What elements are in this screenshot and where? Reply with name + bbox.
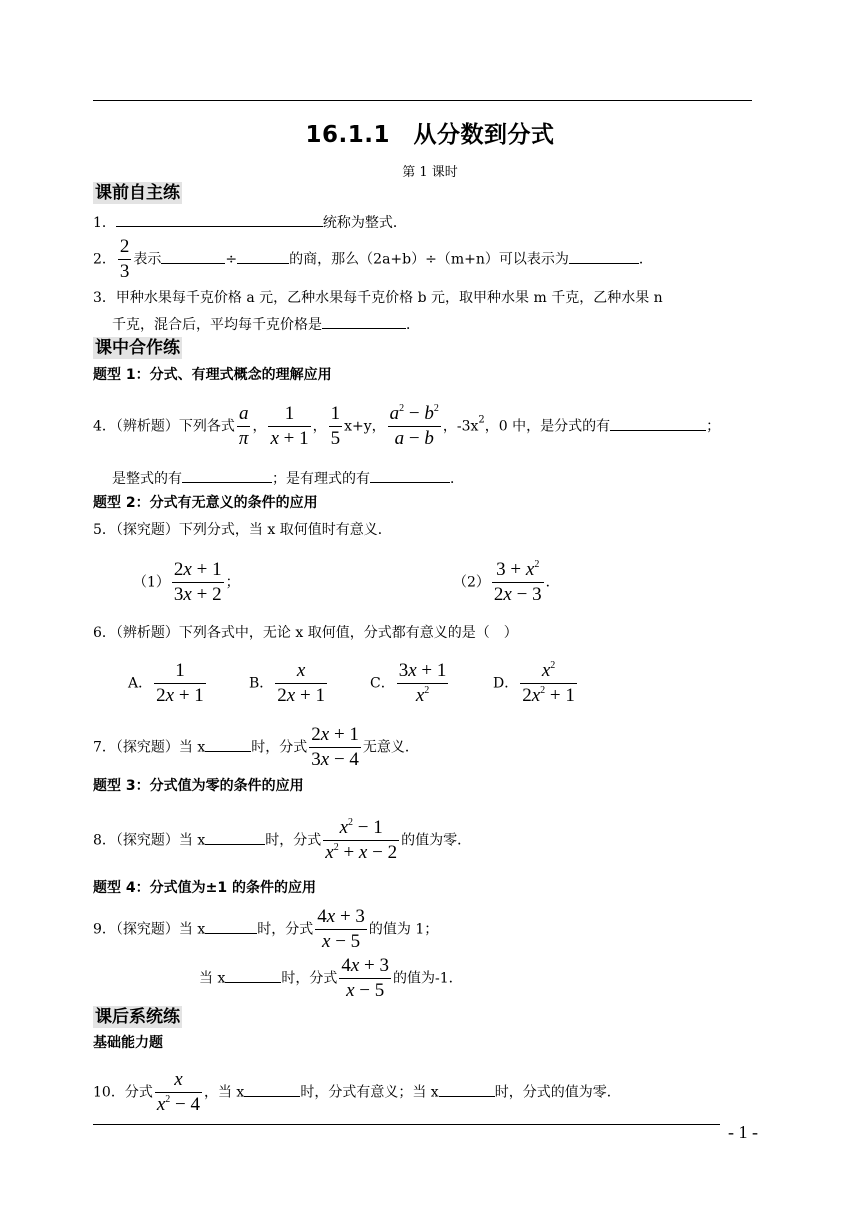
question-type-1: 题型 1：分式、有理式概念的理解应用: [93, 367, 332, 383]
question-text: ．: [638, 251, 653, 268]
question-text: 时，分式: [265, 832, 322, 849]
fraction: $\frac{x}{2x + 1}$: [277, 660, 325, 706]
option-b: [249, 660, 329, 707]
option-label: D．: [493, 675, 519, 692]
answer-blank: [205, 919, 257, 934]
fraction: $\frac{x^2}{2x^2 + 1}$: [522, 660, 575, 706]
question-text: 统称为整式．: [322, 215, 407, 231]
answer-blank: [244, 1082, 300, 1097]
fraction: $\frac{4x + 3}{x - 5}$: [341, 955, 390, 1001]
answer-blank: [205, 737, 251, 752]
option-label: A．: [128, 675, 153, 692]
question-text: 的值为-1．: [393, 970, 463, 987]
option-a: [128, 660, 208, 707]
question-text: 无意义．: [362, 739, 419, 756]
question-text: ，-3x: [442, 418, 479, 435]
question-type-4: 题型 4：分式值为±1 的条件的应用: [93, 880, 316, 896]
question-8: [93, 817, 471, 864]
question-type-3: 题型 3：分式值为零的条件的应用: [93, 778, 304, 794]
question-9-line-1: [93, 906, 438, 953]
question-text: ．: [450, 471, 464, 487]
question-text: （2）: [453, 574, 490, 591]
question-text: 8．（探究题）当 x: [93, 832, 206, 849]
answer-blank: [610, 416, 706, 431]
fraction: $\frac{2x + 1}{3x + 2}$: [173, 559, 222, 605]
question-text: 是整式的有: [112, 471, 182, 487]
fraction: $\frac{3 + x^2}{2x - 3}$: [493, 559, 542, 605]
punctuation: ，: [312, 418, 327, 435]
answer-blank: [182, 468, 272, 483]
option-d: [493, 660, 579, 707]
question-text: ．: [406, 317, 420, 333]
page-subtitle: 第 1 课时: [402, 165, 458, 180]
question-text: 时，分式: [251, 739, 308, 756]
question-7: [93, 724, 419, 771]
fraction: $\frac{a^2 - b^2}{a - b}$: [389, 403, 439, 449]
answer-blank: [569, 249, 639, 264]
question-text: ，0 中，是分式的有: [484, 418, 611, 435]
question-text: 表示: [133, 251, 162, 268]
question-1: [93, 212, 407, 233]
question-text: ；: [706, 418, 721, 435]
question-text: （1）: [133, 574, 170, 591]
section-heading-post: 课后系统练: [95, 1007, 180, 1027]
question-type-basic: 基础能力题: [93, 1035, 163, 1051]
option-label: C．: [370, 675, 395, 692]
option-c: [370, 660, 450, 707]
answer-blank: [370, 468, 450, 483]
question-3-line-2: [112, 314, 420, 335]
question-type-2: 题型 2：分式有无意义的条件的应用: [93, 495, 318, 511]
question-text: ÷: [225, 251, 238, 268]
punctuation: ，: [252, 418, 267, 435]
question-text: 时，分式的值为零．: [494, 1084, 621, 1101]
page-number: - 1 -: [728, 1122, 758, 1142]
fraction: $\frac{1}{x + 1}$: [270, 403, 309, 449]
question-text: ．: [545, 574, 560, 591]
question-6: 6．（辨析题）下列各式中，无论 x 取何值，分式都有意义的是（ ）: [93, 625, 518, 641]
question-text: ，当 x: [203, 1084, 245, 1101]
answer-blank: [439, 1082, 495, 1097]
answer-blank: [225, 968, 281, 983]
question-text: 时，分式: [281, 970, 338, 987]
fraction: $\frac{4x + 3}{x - 5}$: [317, 906, 365, 952]
question-number: 2．: [93, 251, 116, 268]
question-text: 4．（辨析题）下列各式: [93, 418, 235, 435]
question-text: 的值为 1；: [368, 921, 439, 938]
fraction: $\frac{2}{3}$: [119, 236, 130, 282]
question-5: 5．（探究题）下列分式，当 x 取何值时有意义．: [93, 522, 392, 538]
question-text: 时，分式: [257, 921, 314, 938]
question-text: 10．分式: [93, 1084, 153, 1101]
question-9-line-2: [199, 955, 463, 1002]
answer-blank: [322, 314, 406, 329]
question-5-part-2: [453, 559, 560, 606]
question-text: 千克，混合后，平均每千克价格是: [112, 317, 322, 333]
section-heading-pre: 课前自主练: [95, 183, 180, 203]
answer-blank: [205, 830, 265, 845]
question-2: [93, 236, 653, 283]
answer-blank: [116, 212, 323, 227]
question-text: 时，分式有意义；当 x: [300, 1084, 439, 1101]
question-text: 9．（探究题）当 x: [93, 921, 206, 938]
question-10: [93, 1069, 621, 1116]
section-heading-mid: 课中合作练: [95, 338, 180, 358]
fraction: $\frac{1}{2x + 1}$: [156, 660, 204, 706]
question-number: 1．: [93, 215, 116, 231]
page-title: 16.1.1 从分数到分式: [305, 122, 555, 148]
question-text: 7．（探究题）当 x: [93, 739, 206, 756]
fraction: $\frac{x^2 - 1}{x^2 + x - 2}$: [325, 817, 398, 863]
question-3-line-1: 3．甲种水果每千克价格 a 元，乙种水果每千克价格 b 元，取甲种水果 m 千克，乙种水果 n: [93, 290, 663, 306]
answer-blank: [237, 249, 289, 264]
question-5-part-1: [133, 559, 240, 606]
footer-rule: [93, 1124, 720, 1125]
question-4-line-1: 4．（辨析题）下列各式 $\frac{a}{\pi}$ ， $\frac{1}{x + 1}$ ， $\frac{1}{5}$ x+y， $\frac{a^2 - b^2}{a - b}$ ，$-3x^2$，0 中，是分式的有 ；: [93, 403, 721, 449]
question-text: 当 x: [199, 970, 226, 987]
fraction: $\frac{3x + 1}{x^2}$: [398, 660, 447, 706]
question-text: 的值为零．: [401, 832, 472, 849]
fraction: $\frac{1}{5}$: [330, 403, 341, 449]
question-text: 的商，那么（2a+b）÷（m+n）可以表示为: [289, 251, 569, 268]
fraction: $\frac{a}{\pi}$: [238, 403, 249, 449]
option-label: B．: [249, 675, 274, 692]
question-text: x+y，: [344, 418, 386, 435]
question-text: ；: [225, 574, 240, 591]
question-text: ；是有理式的有: [272, 471, 370, 487]
fraction: $\frac{x}{x^2 - 4}$: [156, 1069, 200, 1115]
header-rule: [93, 100, 752, 101]
fraction: $\frac{2x + 1}{3x - 4}$: [311, 724, 359, 770]
question-4-line-2: [112, 468, 464, 489]
answer-blank: [161, 249, 225, 264]
